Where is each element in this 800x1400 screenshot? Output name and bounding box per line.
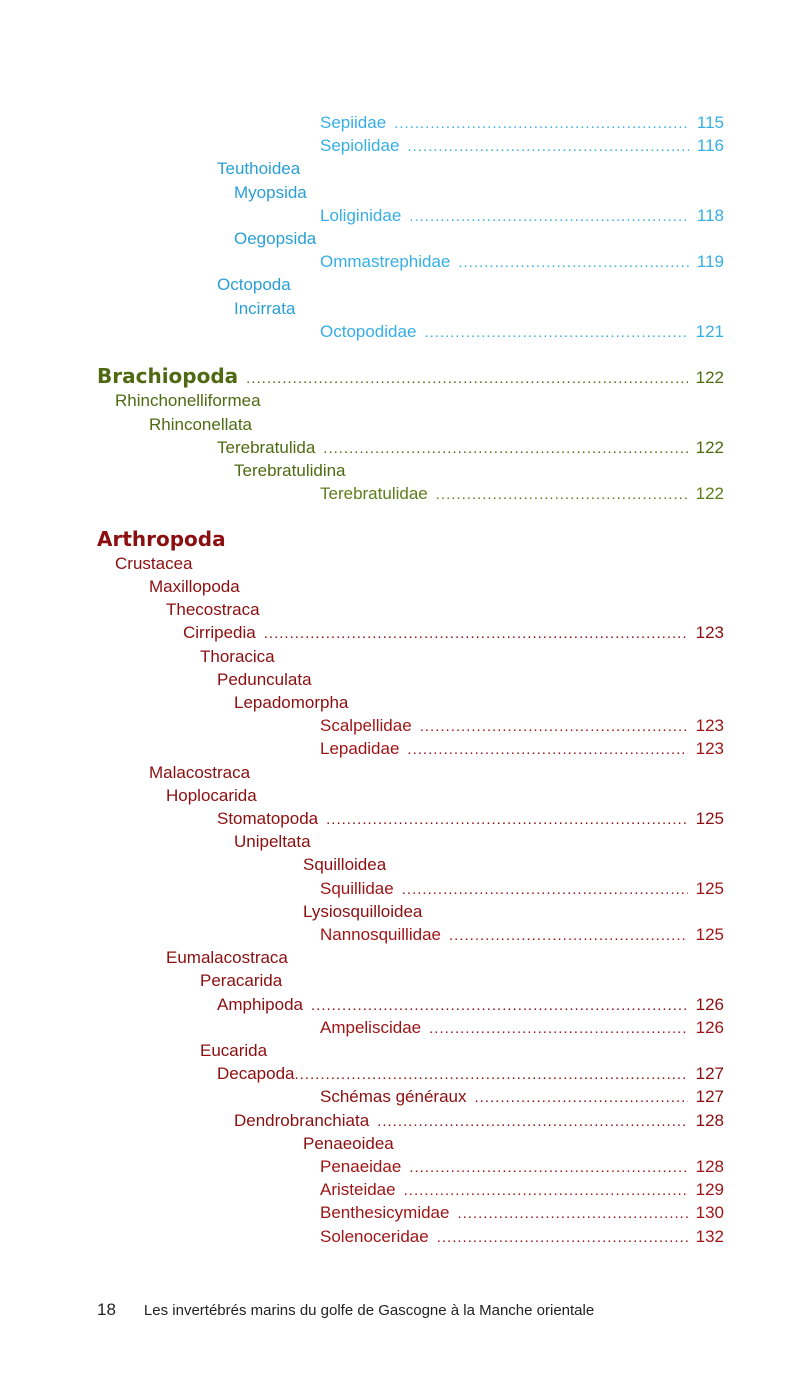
dot-leader [474, 1087, 687, 1109]
toc-entry [149, 576, 724, 598]
toc-entry [320, 1156, 724, 1178]
toc-entry [320, 1017, 724, 1039]
toc-entry-page: 123 [695, 716, 724, 735]
dot-leader [311, 995, 688, 1017]
dot-leader [409, 206, 689, 228]
toc-entry-page: 125 [695, 809, 724, 828]
toc-entry [183, 622, 724, 644]
toc-entry-page: 122 [695, 484, 724, 503]
toc-entry-label: Teuthoidea [217, 159, 301, 178]
toc-entry-page: 125 [695, 925, 724, 944]
toc-entry-label: Octopodidae [320, 322, 417, 341]
toc-entry-page: 126 [695, 1018, 724, 1037]
toc-entry-page: 122 [695, 438, 724, 457]
dot-leader [246, 368, 687, 390]
toc-entry-label: Rhinconellata [149, 415, 253, 434]
toc-entry-label: Maxillopoda [149, 577, 240, 596]
dot-leader [407, 136, 688, 158]
dot-leader [404, 1180, 688, 1202]
dot-leader [323, 438, 687, 460]
dot-leader [264, 623, 688, 645]
toc-entry [166, 599, 724, 621]
dot-leader [394, 113, 689, 135]
toc-entry [217, 437, 724, 459]
toc-entry [303, 1133, 724, 1155]
toc-entry-page: 127 [695, 1064, 724, 1083]
toc-entry [320, 483, 724, 505]
toc-entry-label: Arthropoda [97, 527, 226, 551]
toc-entry-page: 118 [696, 206, 724, 225]
toc-entry [234, 692, 724, 714]
toc-entry-page: 115 [696, 113, 724, 132]
dot-leader [326, 809, 687, 831]
toc-entry-page: 125 [695, 879, 724, 898]
toc-entry-label: Cirripedia [183, 623, 256, 642]
toc-entry-label: Loliginidae [320, 206, 402, 225]
toc-entry-label: Stomatopoda [217, 809, 319, 828]
toc-entry-page: 127 [695, 1087, 724, 1106]
toc-entry-label: Sepiidae [320, 113, 387, 132]
toc-entry [97, 365, 724, 387]
toc-entry [97, 528, 724, 550]
toc-entry [217, 994, 724, 1016]
toc-entry-page: 128 [695, 1157, 724, 1176]
toc-entry [115, 390, 724, 412]
toc-entry [234, 1110, 724, 1132]
dot-leader [402, 879, 688, 901]
toc-entry [320, 205, 724, 227]
toc-entry-page: 126 [695, 995, 724, 1014]
toc-entry-page: 129 [695, 1180, 724, 1199]
toc-entry [320, 1202, 724, 1224]
toc-entry [234, 182, 724, 204]
toc-entry [115, 553, 724, 575]
toc-entry-page: 122 [695, 368, 724, 387]
dot-leader [429, 1018, 688, 1040]
toc-entry-label: Ommastrephidae [320, 252, 451, 271]
toc-entry [320, 251, 724, 273]
toc-entry-label: Penaeidae [320, 1157, 402, 1176]
toc-entry [320, 878, 724, 900]
toc-entry-label: Hoplocarida [166, 786, 257, 805]
toc-entry-label: Terebratulidae [320, 484, 428, 503]
toc-entry [320, 321, 724, 343]
toc-entry-label: Myopsida [234, 183, 307, 202]
dot-leader [295, 1064, 688, 1086]
toc-entry-page: 130 [695, 1203, 724, 1222]
toc-entry-label: Unipeltata [234, 832, 311, 851]
toc-entry-label: Thoracica [200, 647, 275, 666]
toc-entry-label: Pedunculata [217, 670, 312, 689]
dot-leader [449, 925, 688, 947]
toc-entry-label: Sepiolidae [320, 136, 400, 155]
toc-entry [320, 738, 724, 760]
toc-entry [234, 460, 724, 482]
toc-entry [320, 112, 724, 134]
toc-entry-label: Brachiopoda [97, 364, 239, 388]
toc-entry-label: Oegopsida [234, 229, 317, 248]
toc-entry [303, 901, 724, 923]
dot-leader [458, 252, 689, 274]
page-footer [97, 1300, 594, 1320]
dot-leader [409, 1157, 687, 1179]
toc-entry-label: Dendrobranchiata [234, 1111, 370, 1130]
toc-entry [320, 715, 724, 737]
toc-entry [217, 808, 724, 830]
dot-leader [407, 739, 687, 761]
toc-entry [320, 1226, 724, 1248]
toc-entry-page: 121 [695, 322, 724, 341]
page-number: 18 [97, 1300, 116, 1319]
toc-entry-label: Lepadomorpha [234, 693, 349, 712]
toc-entry [217, 158, 724, 180]
book-title: Les invertébrés marins du golfe de Gascogne à la Manche orientale [143, 1302, 595, 1319]
toc-entry-label: Incirrata [234, 299, 296, 318]
toc-entry-label: Decapoda [217, 1064, 295, 1083]
toc-entry-label: Terebratulida [217, 438, 316, 457]
toc-entry [320, 135, 724, 157]
toc-entry-label: Thecostraca [166, 600, 260, 619]
toc-entry-label: Terebratulidina [234, 461, 346, 480]
dot-leader [436, 484, 688, 506]
toc-entry [149, 762, 724, 784]
toc-entry [234, 228, 724, 250]
toc-entry [320, 924, 724, 946]
toc-entry [320, 1179, 724, 1201]
toc-entry-label: Lysiosquilloidea [303, 902, 423, 921]
dot-leader [424, 322, 687, 344]
toc-entry-label: Crustacea [115, 554, 193, 573]
toc-entry [217, 669, 724, 691]
toc-entry-label: Peracarida [200, 971, 283, 990]
toc-entry [166, 785, 724, 807]
toc-entry [149, 414, 724, 436]
toc-entry-page: 116 [696, 136, 724, 155]
toc-entry-label: Squilloidea [303, 855, 387, 874]
toc-entry-label: Scalpellidae [320, 716, 412, 735]
toc-entry-page: 123 [695, 623, 724, 642]
dot-leader [420, 716, 688, 738]
toc-entry [200, 1040, 724, 1062]
toc-entry [200, 970, 724, 992]
toc-entry-label: Eumalacostraca [166, 948, 288, 967]
toc-entry-label: Penaeoidea [303, 1134, 394, 1153]
toc-entry [166, 947, 724, 969]
toc-entry-label: Lepadidae [320, 739, 400, 758]
toc-entry-label: Rhinchonelliformea [115, 391, 261, 410]
toc-entry-label: Malacostraca [149, 763, 251, 782]
dot-leader [457, 1203, 687, 1225]
toc-entry-page: 128 [695, 1111, 724, 1130]
toc-entry-label: Benthesicymidae [320, 1203, 450, 1222]
toc-entry [217, 274, 724, 296]
toc-entry-page: 132 [695, 1227, 724, 1246]
toc-entry-label: Ampeliscidae [320, 1018, 422, 1037]
toc-entry [234, 298, 724, 320]
toc-entry [217, 1063, 724, 1085]
toc-entry [320, 1086, 724, 1108]
toc-entry-label: Octopoda [217, 275, 291, 294]
toc-entry-page: 123 [695, 739, 724, 758]
toc-entry [303, 854, 724, 876]
toc-entry-label: Amphipoda [217, 995, 304, 1014]
toc-entry-label: Schémas généraux [320, 1087, 467, 1106]
toc-entry-page: 119 [696, 252, 724, 271]
toc-entry-label: Aristeidae [320, 1180, 396, 1199]
toc-entry [234, 831, 724, 853]
dot-leader [377, 1111, 687, 1133]
toc-entry-label: Solenoceridae [320, 1227, 429, 1246]
toc-entry [200, 646, 724, 668]
toc-entry-label: Squillidae [320, 879, 394, 898]
toc-entry-label: Eucarida [200, 1041, 268, 1060]
dot-leader [437, 1227, 688, 1249]
toc-entry-label: Nannosquillidae [320, 925, 441, 944]
